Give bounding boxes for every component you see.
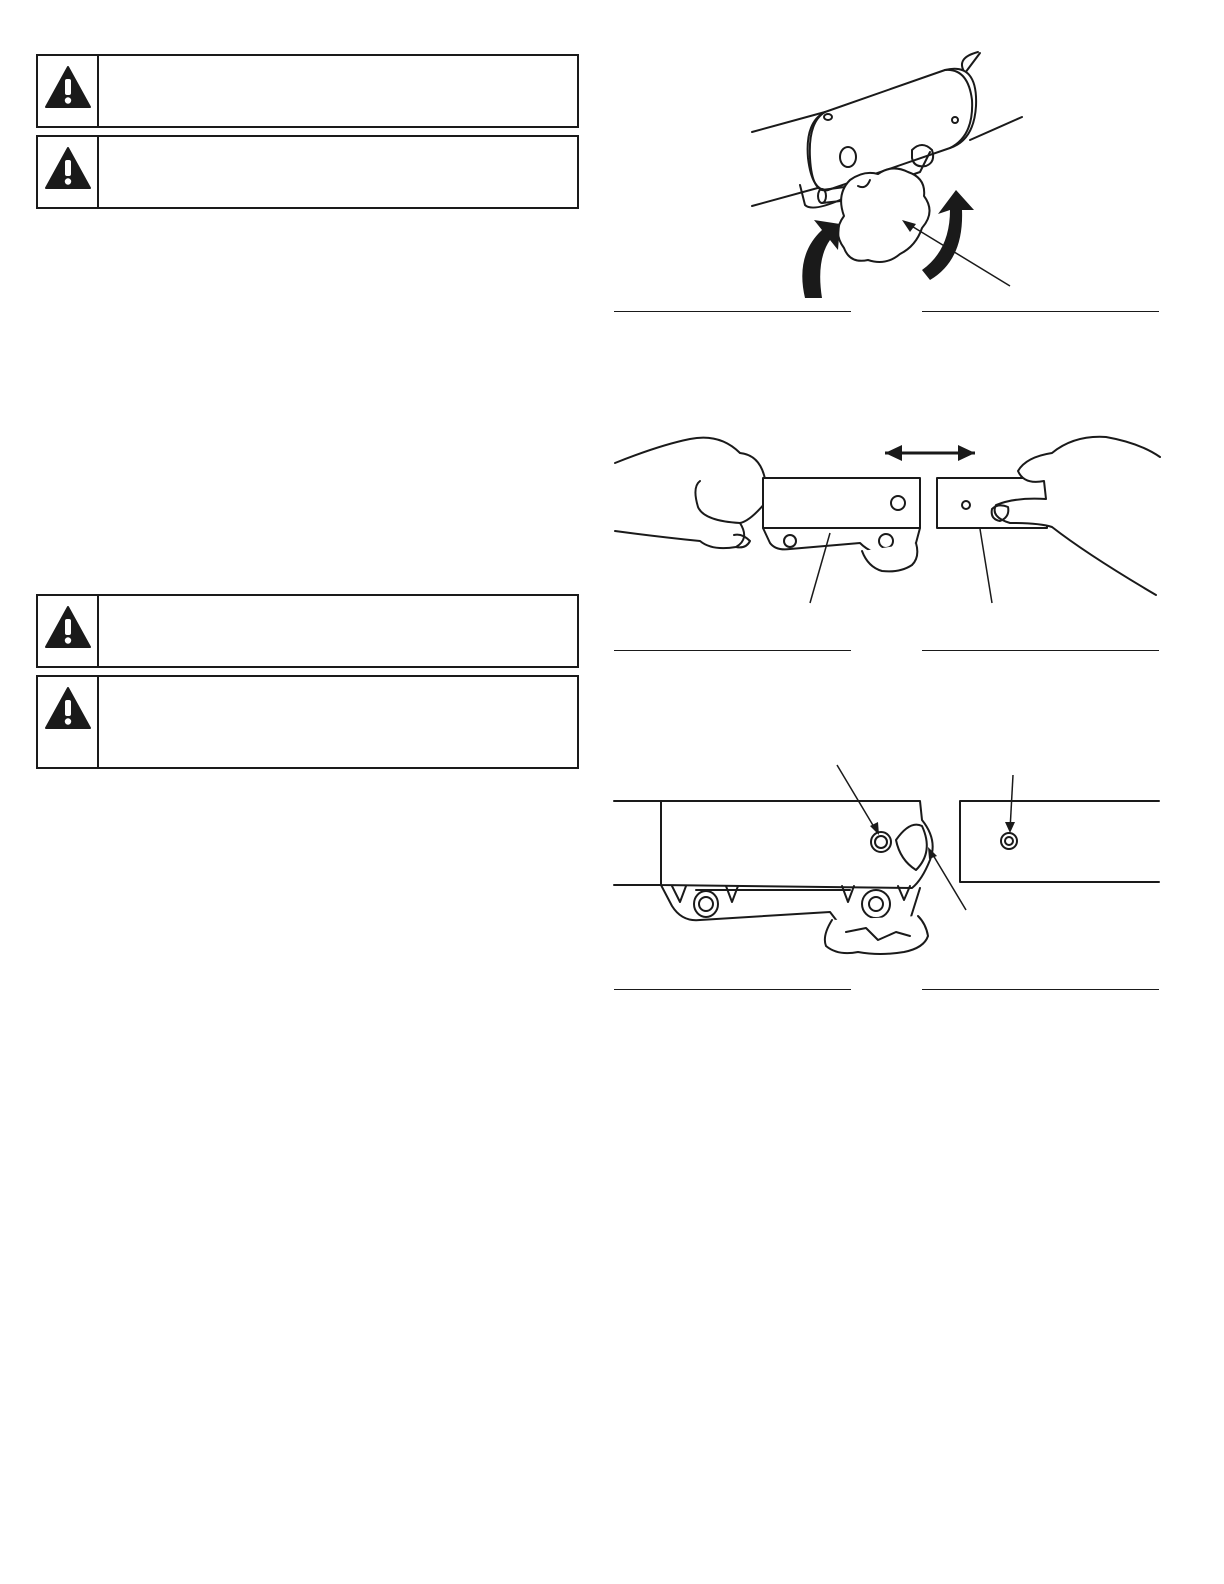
warning-triangle-icon [44, 145, 92, 191]
clamp-screw-left [784, 535, 796, 547]
rotate-arrow-right [922, 190, 974, 280]
slide-arrow-right-head [958, 445, 975, 461]
bracket-screw-left-inner [699, 897, 713, 911]
star-knob [838, 168, 930, 262]
figure-coupler-knob [600, 40, 1180, 310]
figure-1-rule-right [922, 311, 1159, 312]
rotate-arrow-left [802, 220, 840, 298]
figure-1-rule-left [614, 311, 851, 312]
warning-box-1 [36, 54, 579, 128]
clamp-screw-right [879, 534, 893, 548]
bracket-screw-right-inner [869, 897, 883, 911]
warning-text [99, 56, 577, 126]
warning-triangle-icon [44, 604, 92, 650]
bracket-fin-1 [672, 886, 686, 902]
coupler-body [661, 801, 933, 888]
clamp-knob [862, 543, 917, 571]
leader-line-right [980, 529, 992, 603]
right-hand [995, 437, 1160, 595]
warning-box-4 [36, 675, 579, 769]
warning-box-2 [36, 135, 579, 209]
warning-triangle-icon [44, 64, 92, 110]
slide-arrow-left-head [885, 445, 902, 461]
leader-line-left [810, 533, 830, 603]
bracket-screw-left [694, 891, 718, 917]
left-shaft-body [763, 478, 920, 528]
bracket-fin-3 [842, 886, 854, 902]
right-shaft-box [960, 801, 1159, 882]
shaft-left-bottom [752, 186, 825, 206]
warning-box-3 [36, 594, 579, 668]
bolt-end [818, 189, 826, 203]
figure-3-rule-left [614, 989, 851, 990]
clamp-knob [825, 916, 928, 954]
warning-text [99, 677, 577, 767]
shaft-right-upper [970, 117, 1022, 140]
leader-line-shaft-hole [1010, 775, 1013, 830]
bracket-fin-2 [726, 886, 738, 902]
warning-text [99, 137, 577, 207]
left-hand [615, 438, 765, 549]
warning-icon-cell [38, 56, 99, 126]
figure-2-rule-left [614, 650, 851, 651]
warning-icon-cell [38, 596, 99, 666]
bracket-screw-right [862, 890, 890, 918]
figure-2-rule-right [922, 650, 1159, 651]
warning-icon-cell [38, 677, 99, 767]
figure-3-rule-right [922, 989, 1159, 990]
warning-icon-cell [38, 137, 99, 207]
shaft-right-top-2 [962, 52, 978, 73]
warning-text [99, 596, 577, 666]
figure-shaft-separation [600, 425, 1180, 615]
figure-alignment-holes [600, 760, 1180, 980]
warning-triangle-icon [44, 685, 92, 731]
